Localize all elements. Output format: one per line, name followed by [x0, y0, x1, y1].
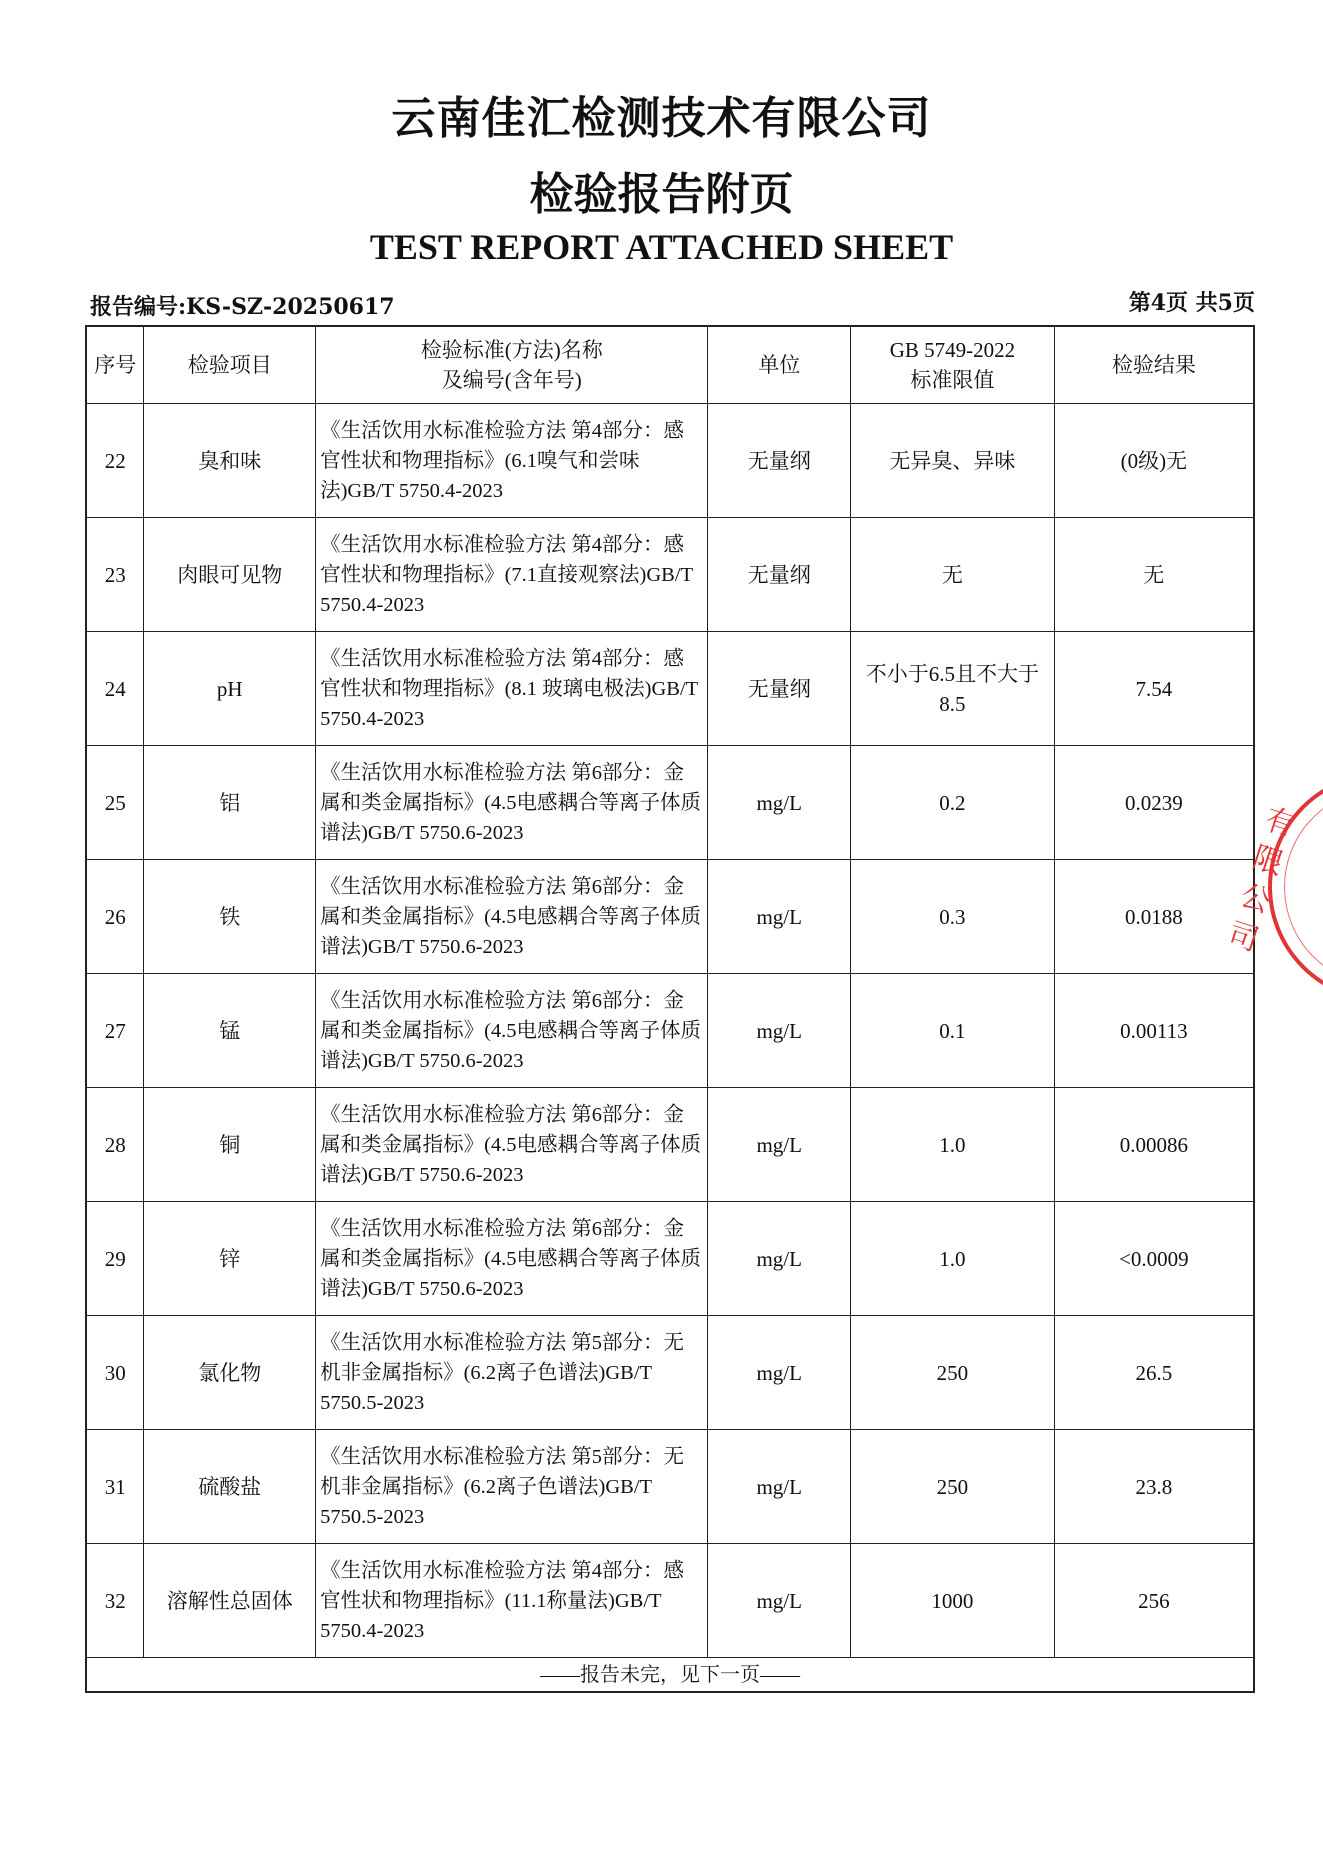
col-header-unit: 单位	[708, 326, 851, 404]
cell-method: 《生活饮用水标准检验方法 第4部分：感官性状和物理指标》(8.1 玻璃电极法)GB/T 5750.4-2023	[316, 632, 708, 746]
cell-seq: 29	[86, 1202, 144, 1316]
cell-method: 《生活饮用水标准检验方法 第4部分：感官性状和物理指标》(7.1直接观察法)GB/T 5750.4-2023	[316, 518, 708, 632]
cell-item: 硫酸盐	[144, 1430, 316, 1544]
col-header-item: 检验项目	[144, 326, 316, 404]
cell-seq: 22	[86, 404, 144, 518]
sheet-title-cn: 检验报告附页	[529, 169, 794, 220]
cell-method: 《生活饮用水标准检验方法 第6部分：金属和类金属指标》(4.5电感耦合等离子体质谱法)GB/T 5750.6-2023	[316, 1088, 708, 1202]
cell-item: 肉眼可见物	[144, 518, 316, 632]
cell-seq: 25	[86, 746, 144, 860]
cell-item: pH	[144, 632, 316, 746]
cell-unit: mg/L	[708, 1316, 851, 1430]
cell-item: 溶解性总固体	[144, 1544, 316, 1658]
col-header-result: 检验结果	[1054, 326, 1254, 404]
cell-method: 《生活饮用水标准检验方法 第5部分：无机非金属指标》(6.2离子色谱法)GB/T 5750.5-2023	[316, 1316, 708, 1430]
col-header-method-line1: 检验标准(方法)名称	[420, 338, 603, 362]
cell-seq: 31	[86, 1430, 144, 1544]
table-row	[86, 1430, 1254, 1544]
cell-method: 《生活饮用水标准检验方法 第4部分：感官性状和物理指标》(6.1嗅气和尝味法)GB/T 5750.4-2023	[316, 404, 708, 518]
cell-limit: 0.3	[851, 860, 1055, 974]
cell-unit: mg/L	[708, 1088, 851, 1202]
cell-seq: 26	[86, 860, 144, 974]
cell-unit: mg/L	[708, 974, 851, 1088]
cell-limit: 0.2	[851, 746, 1055, 860]
cell-item: 铁	[144, 860, 316, 974]
table-row	[86, 1544, 1254, 1658]
col-header-limit	[851, 326, 1055, 404]
table-header-row	[86, 326, 1254, 404]
cell-unit: mg/L	[708, 1202, 851, 1316]
cell-result: 7.54	[1054, 632, 1254, 746]
cell-item: 铜	[144, 1088, 316, 1202]
cell-unit: 无量纲	[708, 632, 851, 746]
cell-limit: 不小于6.5且不大于8.5	[851, 632, 1055, 746]
cell-seq: 23	[86, 518, 144, 632]
cell-item: 氯化物	[144, 1316, 316, 1430]
cell-unit: mg/L	[708, 1544, 851, 1658]
cell-seq: 24	[86, 632, 144, 746]
report-number: 报告编号:KS-SZ-20250617	[90, 294, 395, 320]
cell-limit: 1.0	[851, 1202, 1055, 1316]
cell-item: 锌	[144, 1202, 316, 1316]
cell-result: (0级)无	[1054, 404, 1254, 518]
cell-limit: 无	[851, 518, 1055, 632]
cell-unit: mg/L	[708, 746, 851, 860]
cell-result: 0.0188	[1054, 860, 1254, 974]
table-footer-row	[86, 1658, 1254, 1693]
cell-unit: mg/L	[708, 860, 851, 974]
cell-limit: 1000	[851, 1544, 1055, 1658]
cell-item: 臭和味	[144, 404, 316, 518]
cell-result: 0.0239	[1054, 746, 1254, 860]
table-row	[86, 1316, 1254, 1430]
cell-result: 26.5	[1054, 1316, 1254, 1430]
cell-method: 《生活饮用水标准检验方法 第6部分：金属和类金属指标》(4.5电感耦合等离子体质谱法)GB/T 5750.6-2023	[316, 1202, 708, 1316]
table-row	[86, 746, 1254, 860]
cell-method: 《生活饮用水标准检验方法 第5部分：无机非金属指标》(6.2离子色谱法)GB/T 5750.5-2023	[316, 1430, 708, 1544]
col-header-limit-line1: GB 5749-2022	[889, 338, 1016, 362]
cell-item: 锰	[144, 974, 316, 1088]
cell-limit: 250	[851, 1316, 1055, 1430]
table-row	[86, 1088, 1254, 1202]
cell-result: 256	[1054, 1544, 1254, 1658]
col-header-method-line2: 及编号(含年号)	[441, 368, 582, 392]
cell-unit: 无量纲	[708, 518, 851, 632]
cell-method: 《生活饮用水标准检验方法 第4部分：感官性状和物理指标》(11.1称量法)GB/T 5750.4-2023	[316, 1544, 708, 1658]
cell-result: 0.00113	[1054, 974, 1254, 1088]
cell-unit: 无量纲	[708, 404, 851, 518]
col-header-seq: 序号	[86, 326, 144, 404]
cell-limit: 无异臭、异味	[851, 404, 1055, 518]
results-table	[85, 325, 1255, 1693]
cell-result: 0.00086	[1054, 1088, 1254, 1202]
table-row	[86, 404, 1254, 518]
continued-note: ——报告未完，见下一页——	[86, 1658, 1254, 1693]
cell-result: 无	[1054, 518, 1254, 632]
cell-result: 23.8	[1054, 1430, 1254, 1544]
cell-method: 《生活饮用水标准检验方法 第6部分：金属和类金属指标》(4.5电感耦合等离子体质谱法)GB/T 5750.6-2023	[316, 860, 708, 974]
table-row	[86, 518, 1254, 632]
table-row	[86, 1202, 1254, 1316]
col-header-method	[316, 326, 708, 404]
page-indicator: 第4页 共5页	[1128, 290, 1255, 316]
sheet-title-en: TEST REPORT ATTACHED SHEET	[369, 227, 954, 267]
cell-seq: 28	[86, 1088, 144, 1202]
cell-unit: mg/L	[708, 1430, 851, 1544]
cell-seq: 32	[86, 1544, 144, 1658]
company-name: 云南佳汇检测技术有限公司	[391, 93, 932, 144]
table-row	[86, 860, 1254, 974]
cell-seq: 27	[86, 974, 144, 1088]
table-row	[86, 632, 1254, 746]
cell-limit: 0.1	[851, 974, 1055, 1088]
cell-result: <0.0009	[1054, 1202, 1254, 1316]
cell-method: 《生活饮用水标准检验方法 第6部分：金属和类金属指标》(4.5电感耦合等离子体质谱法)GB/T 5750.6-2023	[316, 746, 708, 860]
cell-seq: 30	[86, 1316, 144, 1430]
col-header-limit-line2: 标准限值	[910, 368, 995, 392]
table-row	[86, 974, 1254, 1088]
seal-text: 有限公司	[1223, 801, 1300, 959]
cell-limit: 1.0	[851, 1088, 1055, 1202]
cell-item: 铝	[144, 746, 316, 860]
cell-limit: 250	[851, 1430, 1055, 1544]
cell-method: 《生活饮用水标准检验方法 第6部分：金属和类金属指标》(4.5电感耦合等离子体质谱法)GB/T 5750.6-2023	[316, 974, 708, 1088]
